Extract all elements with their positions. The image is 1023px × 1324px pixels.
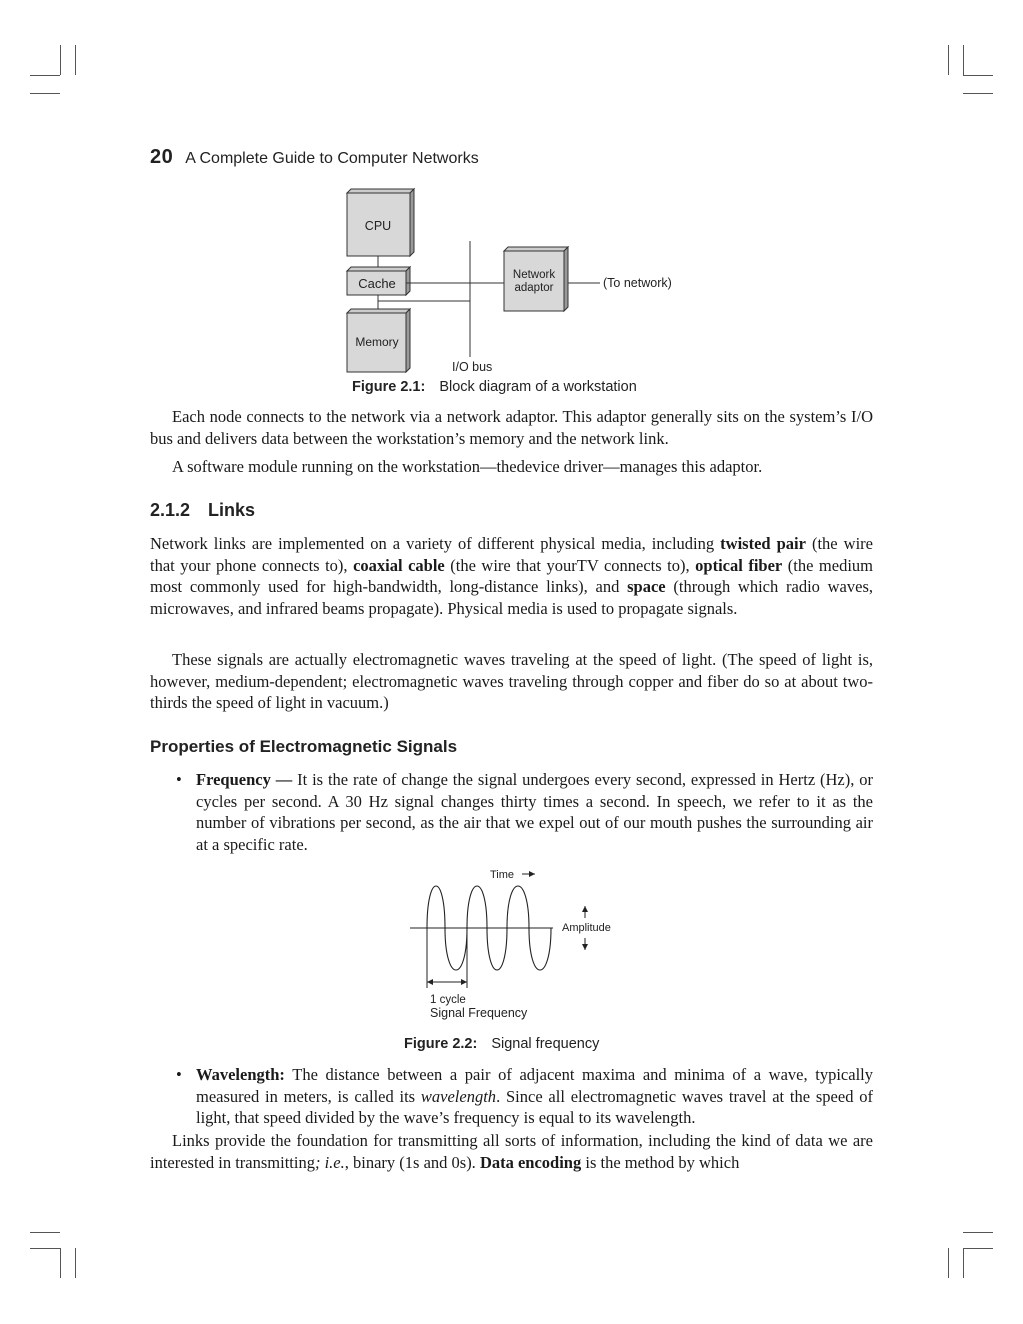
- amplitude-label: Amplitude: [562, 922, 611, 934]
- paragraph-driver: A software module running on the workstation—thedevice driver—manages this adaptor.: [172, 457, 763, 476]
- crop-mark: [30, 1248, 60, 1249]
- section-heading: [150, 500, 255, 521]
- crop-mark: [30, 93, 60, 94]
- cpu-label: CPU: [364, 219, 392, 233]
- caption-text: Block diagram of a workstation: [439, 379, 637, 395]
- crop-mark: [60, 1248, 61, 1278]
- crop-mark: [963, 1248, 964, 1278]
- bullet-frequency: • Frequency — It is the rate of change the signal undergoes every second, expressed in Hertz (Hz), or cycles per second. A 30 Hz signal changes thirty times a second. In speech, we refer to it as the number of vibrations per second, as the air that we expel out of our mouth pushes the surrounding air at a specific rate.: [176, 770, 873, 854]
- crop-mark: [963, 93, 993, 94]
- cache-label: Cache: [358, 276, 396, 291]
- caption-label: Figure 2.2:: [404, 1036, 478, 1052]
- bullet-term: Wavelength:: [196, 1065, 285, 1084]
- signal-frequency-diagram: [405, 864, 630, 1024]
- caption-text: Signal frequency: [491, 1036, 600, 1052]
- crop-mark: [30, 1232, 60, 1233]
- crop-mark: [75, 1248, 76, 1278]
- crop-mark: [75, 45, 76, 75]
- figure-2-1-caption: [352, 379, 637, 395]
- crop-mark: [963, 75, 993, 76]
- crop-mark: [60, 45, 61, 75]
- page-number: 20: [150, 146, 174, 168]
- running-header: [150, 146, 479, 169]
- crop-mark: [963, 1232, 993, 1233]
- crop-mark: [948, 45, 949, 75]
- crop-mark: [948, 1248, 949, 1278]
- io-bus-label: I/O bus: [452, 360, 493, 374]
- paragraph-links: Network links are implemented on a variety of different physical media, including twisted pair (the wire that your phone connects to), coaxial cable (the wire that yourTV connects to), optical fiber (the medium most commonly used for high-bandwidth, long-distance links), and space (through which radio waves, microwaves, and infrared beams propagate). Physical media is used to propagate signals.: [150, 534, 873, 618]
- paragraph-links-foundation: Links provide the foundation for transmitting all sorts of information, including the kind of data we are interested in transmitting; i.e., binary (1s and 0s). Data encoding is the method by which: [150, 1131, 873, 1172]
- crop-mark: [963, 45, 964, 75]
- section-title: Links: [208, 500, 256, 520]
- to-network-label: (To network): [603, 276, 672, 290]
- memory-label: Memory: [355, 335, 399, 349]
- crop-mark: [963, 1248, 993, 1249]
- bullet-term: Frequency —: [196, 770, 293, 789]
- caption-label: Figure 2.1:: [352, 379, 426, 395]
- network-adaptor-box: [504, 251, 564, 311]
- figure-2-2-caption: [404, 1036, 599, 1052]
- adaptor-label-2: adaptor: [514, 282, 554, 294]
- cycle-label: 1 cycle: [430, 994, 466, 1006]
- book-title: A Complete Guide to Computer Networks: [185, 150, 479, 167]
- time-label: Time: [490, 869, 515, 881]
- adaptor-label-1: Network: [512, 269, 556, 281]
- section-number: 2.1.2: [150, 500, 191, 520]
- workstation-block-diagram: [330, 185, 700, 375]
- paragraph-speed-of-light: These signals are actually electromagnetic waves traveling at the speed of light. (The speed of light is, however, medium-dependent; electromagnetic waves traveling through copper and fiber do so at about two-thirds the speed of light in vacuum.): [150, 650, 873, 712]
- subheading: Properties of Electromagnetic Signals: [150, 737, 458, 756]
- signal-frequency-label: Signal Frequency: [430, 1006, 528, 1020]
- crop-mark: [30, 75, 60, 76]
- bullet-wavelength: • Wavelength: The distance between a pair of adjacent maxima and minima of a wave, typically measured in meters, is called its wavelength. Since all electromagnetic waves travel at the speed of light, that speed divided by the wave’s frequency is equal to its wavelength.: [176, 1065, 873, 1127]
- paragraph-adaptor: Each node connects to the network via a network adaptor. This adaptor generally sits on the system’s I/O bus and delivers data between the workstation’s memory and the network link.: [150, 407, 873, 448]
